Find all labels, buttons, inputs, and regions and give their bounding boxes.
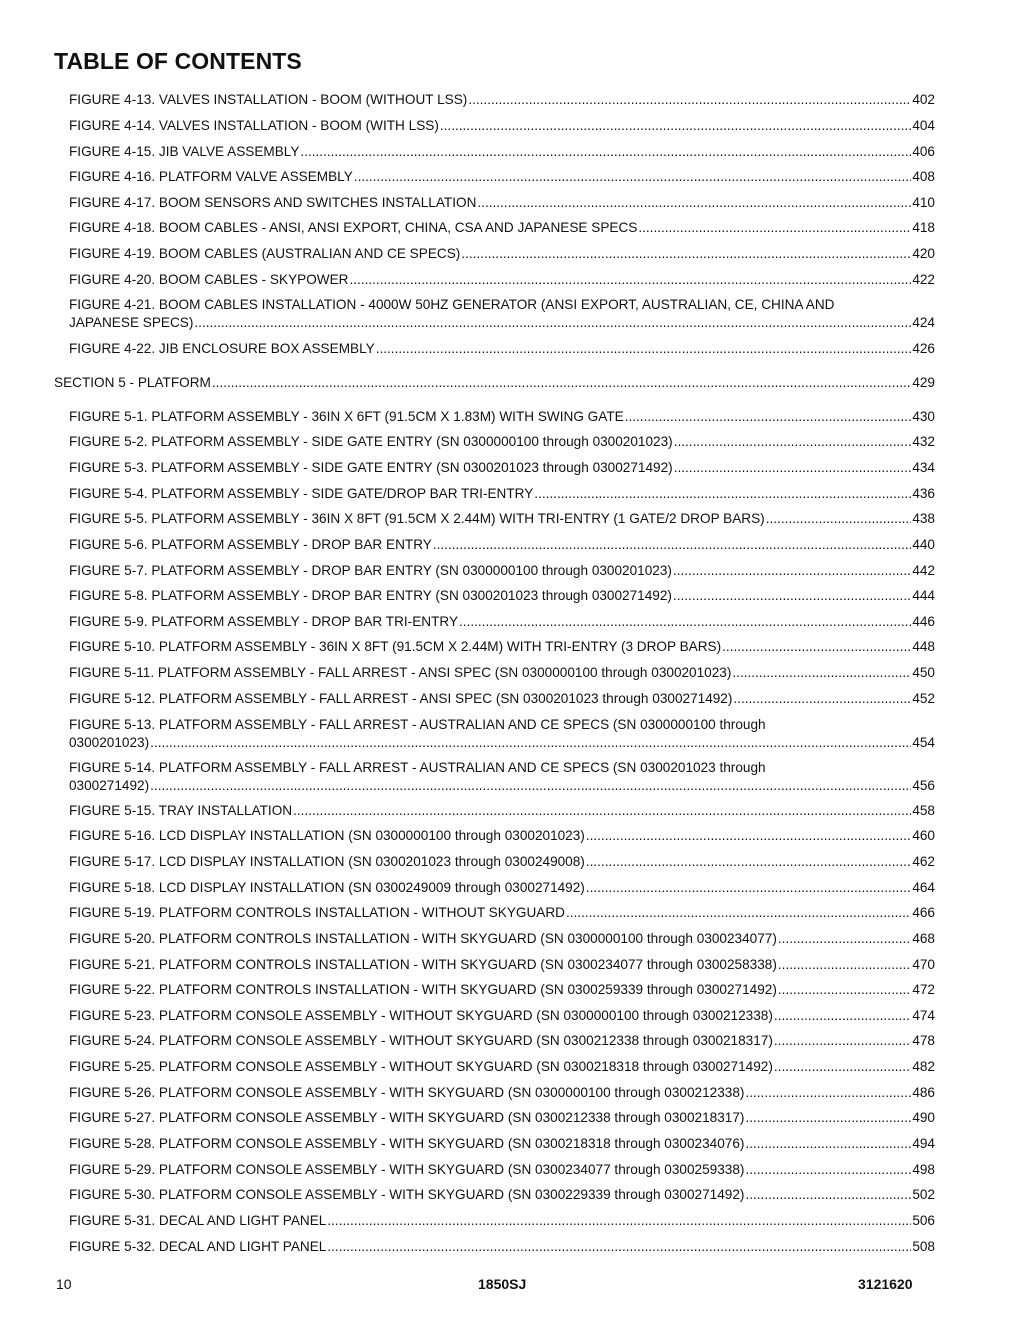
toc-entry-label: FIGURE 5-19. PLATFORM CONTROLS INSTALLATION - WITHOUT SKYGUARD	[69, 905, 565, 920]
dot-leader	[722, 638, 911, 656]
toc-entry-page: 406	[912, 144, 935, 159]
toc-entry-page: 462	[912, 854, 935, 869]
toc-entry[interactable]	[69, 827, 935, 845]
toc-entry[interactable]	[69, 930, 935, 948]
toc-entry-label: FIGURE 5-32. DECAL AND LIGHT PANEL	[69, 1239, 327, 1254]
toc-entry[interactable]	[69, 638, 935, 656]
toc-entry-page: 430	[912, 409, 935, 424]
dot-leader	[586, 827, 911, 845]
toc-entry[interactable]	[69, 296, 935, 332]
toc-entry[interactable]	[69, 194, 935, 212]
toc-entry-page: 482	[912, 1059, 935, 1074]
dot-leader	[766, 510, 912, 528]
dot-leader	[300, 143, 911, 161]
footer-page-number: 10	[56, 1276, 72, 1292]
toc-entry[interactable]	[69, 664, 935, 682]
toc-entry-label: FIGURE 5-14. PLATFORM ASSEMBLY - FALL ARREST - AUSTRALIAN AND CE SPECS (SN 0300201023 through	[69, 760, 766, 775]
dot-leader	[327, 1212, 911, 1230]
dot-leader	[778, 981, 911, 999]
dot-leader	[674, 459, 912, 477]
toc-entry-label: FIGURE 5-25. PLATFORM CONSOLE ASSEMBLY - WITHOUT SKYGUARD (SN 0300218318 through 0300271492)	[69, 1059, 773, 1074]
toc-entry[interactable]	[69, 117, 935, 135]
dot-leader	[293, 802, 911, 820]
toc-entry[interactable]	[69, 562, 935, 580]
dot-leader	[461, 245, 911, 263]
toc-entry-page: 470	[912, 957, 935, 972]
toc-entry-label: FIGURE 4-19. BOOM CABLES (AUSTRALIAN AND CE SPECS)	[69, 246, 461, 261]
dot-leader	[440, 117, 911, 135]
toc-entry-label: FIGURE 5-2. PLATFORM ASSEMBLY - SIDE GATE ENTRY (SN 0300000100 through 0300201023)	[69, 434, 673, 449]
dot-leader	[745, 1135, 911, 1153]
toc-entry-label: FIGURE 5-8. PLATFORM ASSEMBLY - DROP BAR ENTRY (SN 0300201023 through 0300271492)	[69, 588, 672, 603]
toc-entry-page: 402	[912, 92, 935, 107]
dot-leader	[673, 562, 911, 580]
dot-leader	[477, 194, 911, 212]
toc-entry[interactable]	[69, 981, 935, 999]
toc-entry-label: FIGURE 5-1. PLATFORM ASSEMBLY - 36IN X 6FT (91.5CM X 1.83M) WITH SWING GATE	[69, 409, 624, 424]
dot-leader	[566, 904, 911, 922]
dot-leader	[774, 1058, 911, 1076]
dot-leader	[745, 1084, 911, 1102]
toc-entry-label: FIGURE 5-7. PLATFORM ASSEMBLY - DROP BAR ENTRY (SN 0300000100 through 0300201023)	[69, 563, 672, 578]
toc-entry-label: FIGURE 5-28. PLATFORM CONSOLE ASSEMBLY - WITH SKYGUARD (SN 0300218318 through 0300234076)	[69, 1136, 745, 1151]
toc-entry-label: FIGURE 5-27. PLATFORM CONSOLE ASSEMBLY - WITH SKYGUARD (SN 0300212338 through 0300218317)	[69, 1110, 745, 1125]
toc-entry-page: 444	[912, 588, 935, 603]
toc-entry[interactable]	[69, 1058, 935, 1076]
toc-entry[interactable]	[69, 408, 935, 426]
toc-entry-page: 438	[912, 511, 935, 526]
toc-entry[interactable]	[69, 340, 935, 358]
toc-entry-page: 446	[912, 614, 935, 629]
toc-entry-page: 410	[912, 195, 935, 210]
dot-leader	[586, 879, 911, 897]
toc-entry[interactable]	[69, 1084, 935, 1102]
toc-entry-label: FIGURE 5-22. PLATFORM CONTROLS INSTALLATION - WITH SKYGUARD (SN 0300259339 through 0300271492)	[69, 982, 777, 997]
toc-entry-page: 456	[912, 778, 935, 793]
toc-entry-page: 490	[912, 1110, 935, 1125]
toc-entry-label: FIGURE 5-21. PLATFORM CONTROLS INSTALLATION - WITH SKYGUARD (SN 0300234077 through 0300258338)	[69, 957, 777, 972]
toc-entry-label: FIGURE 5-18. LCD DISPLAY INSTALLATION (SN 0300249009 through 0300271492)	[69, 880, 585, 895]
dot-leader	[778, 956, 911, 974]
dot-leader	[733, 690, 911, 708]
toc-entry-page: 478	[912, 1033, 935, 1048]
footer-model: 1850SJ	[478, 1276, 527, 1292]
toc-entry-page: 458	[912, 803, 935, 818]
toc-entry-page: 464	[912, 880, 935, 895]
toc-entry-page: 418	[912, 220, 935, 235]
toc-entry[interactable]	[69, 1007, 935, 1025]
toc-entry-page: 432	[912, 434, 935, 449]
toc-entry-page: 460	[912, 828, 935, 843]
toc-entry-label: FIGURE 4-13. VALVES INSTALLATION - BOOM (WITHOUT LSS)	[69, 92, 468, 107]
toc-entry-page: 506	[912, 1213, 935, 1228]
toc-entry-page: 429	[912, 375, 935, 390]
toc-entry[interactable]	[69, 1212, 935, 1230]
toc-entry[interactable]	[69, 904, 935, 922]
dot-leader	[433, 536, 911, 554]
toc-entry-label: FIGURE 4-16. PLATFORM VALVE ASSEMBLY	[69, 169, 353, 184]
toc-entry-page: 440	[912, 537, 935, 552]
dot-leader	[745, 1186, 911, 1204]
footer-doc-number: 3121620	[858, 1276, 913, 1292]
toc-entry-label: FIGURE 5-31. DECAL AND LIGHT PANEL	[69, 1213, 327, 1228]
toc-entry[interactable]	[69, 485, 935, 503]
toc-entry-label-continued: JAPANESE SPECS)	[69, 315, 194, 330]
toc-entry-page: 408	[912, 169, 935, 184]
dot-leader	[625, 408, 912, 426]
toc-entry-page: 422	[912, 272, 935, 287]
toc-entry-label-continued: 0300201023)	[69, 735, 150, 750]
toc-entry-label: FIGURE 5-16. LCD DISPLAY INSTALLATION (SN 0300000100 through 0300201023)	[69, 828, 585, 843]
toc-entry-label: FIGURE 5-26. PLATFORM CONSOLE ASSEMBLY - WITH SKYGUARD (SN 0300000100 through 0300212338)	[69, 1085, 745, 1100]
dot-leader	[459, 613, 911, 631]
toc-entry[interactable]	[69, 91, 935, 109]
dot-leader	[774, 1032, 911, 1050]
toc-entry[interactable]	[69, 1109, 935, 1127]
toc-entry-page: 434	[912, 460, 935, 475]
toc-entry-page: 466	[912, 905, 935, 920]
dot-leader	[732, 664, 911, 682]
toc-entry-page: 502	[912, 1187, 935, 1202]
toc-entry[interactable]	[69, 1161, 935, 1179]
toc-entry[interactable]	[69, 1032, 935, 1050]
toc-entry-label-continued: 0300271492)	[69, 778, 150, 793]
toc-entry-label: FIGURE 5-30. PLATFORM CONSOLE ASSEMBLY - WITH SKYGUARD (SN 0300229339 through 0300271492)	[69, 1187, 745, 1202]
toc-entry-page: 474	[912, 1008, 935, 1023]
toc-entry[interactable]	[69, 613, 935, 631]
toc-entry-label: FIGURE 5-12. PLATFORM ASSEMBLY - FALL ARREST - ANSI SPEC (SN 0300201023 through 0300271492)	[69, 691, 733, 706]
toc-entry-label: FIGURE 4-21. BOOM CABLES INSTALLATION - 4000W 50HZ GENERATOR (ANSI EXPORT, AUSTRALIAN, CE, CHINA AND	[69, 297, 835, 312]
toc-entry-page: 426	[912, 341, 935, 356]
toc-entry-page: 424	[912, 315, 935, 330]
toc-entry[interactable]	[69, 219, 935, 237]
toc-entry-page: 404	[912, 118, 935, 133]
toc-entry[interactable]	[69, 168, 935, 186]
toc-entry-label: FIGURE 4-17. BOOM SENSORS AND SWITCHES INSTALLATION	[69, 195, 477, 210]
toc-entry-label: FIGURE 5-4. PLATFORM ASSEMBLY - SIDE GATE/DROP BAR TRI-ENTRY	[69, 486, 534, 501]
dot-leader	[150, 734, 911, 752]
dot-leader	[212, 374, 911, 392]
toc-entry[interactable]	[69, 802, 935, 820]
toc-entry-page: 450	[912, 665, 935, 680]
toc-entry-label: FIGURE 5-13. PLATFORM ASSEMBLY - FALL ARREST - AUSTRALIAN AND CE SPECS (SN 0300000100 through	[69, 717, 766, 732]
toc-entry-label: FIGURE 5-9. PLATFORM ASSEMBLY - DROP BAR TRI-ENTRY	[69, 614, 459, 629]
dot-leader	[468, 91, 911, 109]
dot-leader	[534, 485, 911, 503]
dot-leader	[327, 1238, 911, 1256]
toc-entry-page: 468	[912, 931, 935, 946]
dot-leader	[376, 340, 912, 358]
dot-leader	[350, 271, 912, 289]
toc-entry-label: FIGURE 4-22. JIB ENCLOSURE BOX ASSEMBLY	[69, 341, 375, 356]
toc-entry[interactable]	[69, 956, 935, 974]
page-title: TABLE OF CONTENTS	[54, 48, 302, 74]
toc-entry-label: FIGURE 5-10. PLATFORM ASSEMBLY - 36IN X 8FT (91.5CM X 2.44M) WITH TRI-ENTRY (3 DROP BARS)	[69, 639, 722, 654]
dot-leader	[638, 219, 911, 237]
toc-entry-page: 448	[912, 639, 935, 654]
toc-entry[interactable]	[69, 1186, 935, 1204]
toc-entry-page: 454	[912, 735, 935, 750]
toc-entry[interactable]	[69, 879, 935, 897]
toc-entry-label: FIGURE 5-15. TRAY INSTALLATION	[69, 803, 293, 818]
dot-leader	[778, 930, 911, 948]
toc-entry-page: 508	[912, 1239, 935, 1254]
toc-entry-page: 472	[912, 982, 935, 997]
toc-entry[interactable]	[69, 853, 935, 871]
dot-leader	[586, 853, 911, 871]
toc-entry-page: 498	[912, 1162, 935, 1177]
toc-entry[interactable]	[69, 510, 935, 528]
dot-leader	[150, 777, 911, 795]
toc-entry-label: FIGURE 4-18. BOOM CABLES - ANSI, ANSI EXPORT, CHINA, CSA AND JAPANESE SPECS	[69, 220, 638, 235]
toc-entry[interactable]	[69, 1238, 935, 1256]
dot-leader	[673, 587, 911, 605]
toc-entry-label: FIGURE 5-23. PLATFORM CONSOLE ASSEMBLY - WITHOUT SKYGUARD (SN 0300000100 through 0300212338)	[69, 1008, 773, 1023]
toc-entry-page: 494	[912, 1136, 935, 1151]
toc-entry[interactable]	[69, 245, 935, 263]
toc-entry[interactable]	[69, 759, 935, 795]
toc-entry[interactable]	[69, 1135, 935, 1153]
toc-entry-label: FIGURE 4-15. JIB VALVE ASSEMBLY	[69, 144, 300, 159]
dot-leader	[194, 314, 911, 332]
toc-entry[interactable]	[69, 716, 935, 752]
dot-leader	[745, 1161, 911, 1179]
toc-entry-page: 436	[912, 486, 935, 501]
toc-entry[interactable]	[69, 587, 935, 605]
toc-entry[interactable]	[69, 433, 935, 451]
toc-entry[interactable]	[69, 690, 935, 708]
toc-entry-label: FIGURE 5-3. PLATFORM ASSEMBLY - SIDE GATE ENTRY (SN 0300201023 through 0300271492)	[69, 460, 673, 475]
toc-entry-label: FIGURE 4-20. BOOM CABLES - SKYPOWER	[69, 272, 349, 287]
dot-leader	[745, 1109, 911, 1127]
dot-leader	[674, 433, 912, 451]
dot-leader	[774, 1007, 911, 1025]
toc-entry[interactable]	[69, 271, 935, 289]
toc-entry-label: SECTION 5 - PLATFORM	[54, 375, 211, 390]
toc-entry-page: 452	[912, 691, 935, 706]
toc-entry-page: 442	[912, 563, 935, 578]
toc-entry[interactable]	[69, 536, 935, 554]
toc-entry-label: FIGURE 5-17. LCD DISPLAY INSTALLATION (SN 0300201023 through 0300249008)	[69, 854, 585, 869]
toc-entry-label: FIGURE 4-14. VALVES INSTALLATION - BOOM (WITH LSS)	[69, 118, 439, 133]
toc-entry-label: FIGURE 5-6. PLATFORM ASSEMBLY - DROP BAR ENTRY	[69, 537, 432, 552]
toc-entry[interactable]	[54, 374, 935, 392]
toc-entry[interactable]	[69, 143, 935, 161]
toc-entry-label: FIGURE 5-11. PLATFORM ASSEMBLY - FALL ARREST - ANSI SPEC (SN 0300000100 through 0300201023)	[69, 665, 732, 680]
toc-entry-page: 420	[912, 246, 935, 261]
toc-entry-label: FIGURE 5-5. PLATFORM ASSEMBLY - 36IN X 8FT (91.5CM X 2.44M) WITH TRI-ENTRY (1 GATE/2 DROP BARS)	[69, 511, 765, 526]
dot-leader	[354, 168, 912, 186]
toc-entry-page: 486	[912, 1085, 935, 1100]
toc-entry-label: FIGURE 5-24. PLATFORM CONSOLE ASSEMBLY - WITHOUT SKYGUARD (SN 0300212338 through 0300218317)	[69, 1033, 773, 1048]
toc-entry[interactable]	[69, 459, 935, 477]
toc-entry-label: FIGURE 5-20. PLATFORM CONTROLS INSTALLATION - WITH SKYGUARD (SN 0300000100 through 0300234077)	[69, 931, 777, 946]
toc-entry-label: FIGURE 5-29. PLATFORM CONSOLE ASSEMBLY - WITH SKYGUARD (SN 0300234077 through 0300259338)	[69, 1162, 745, 1177]
